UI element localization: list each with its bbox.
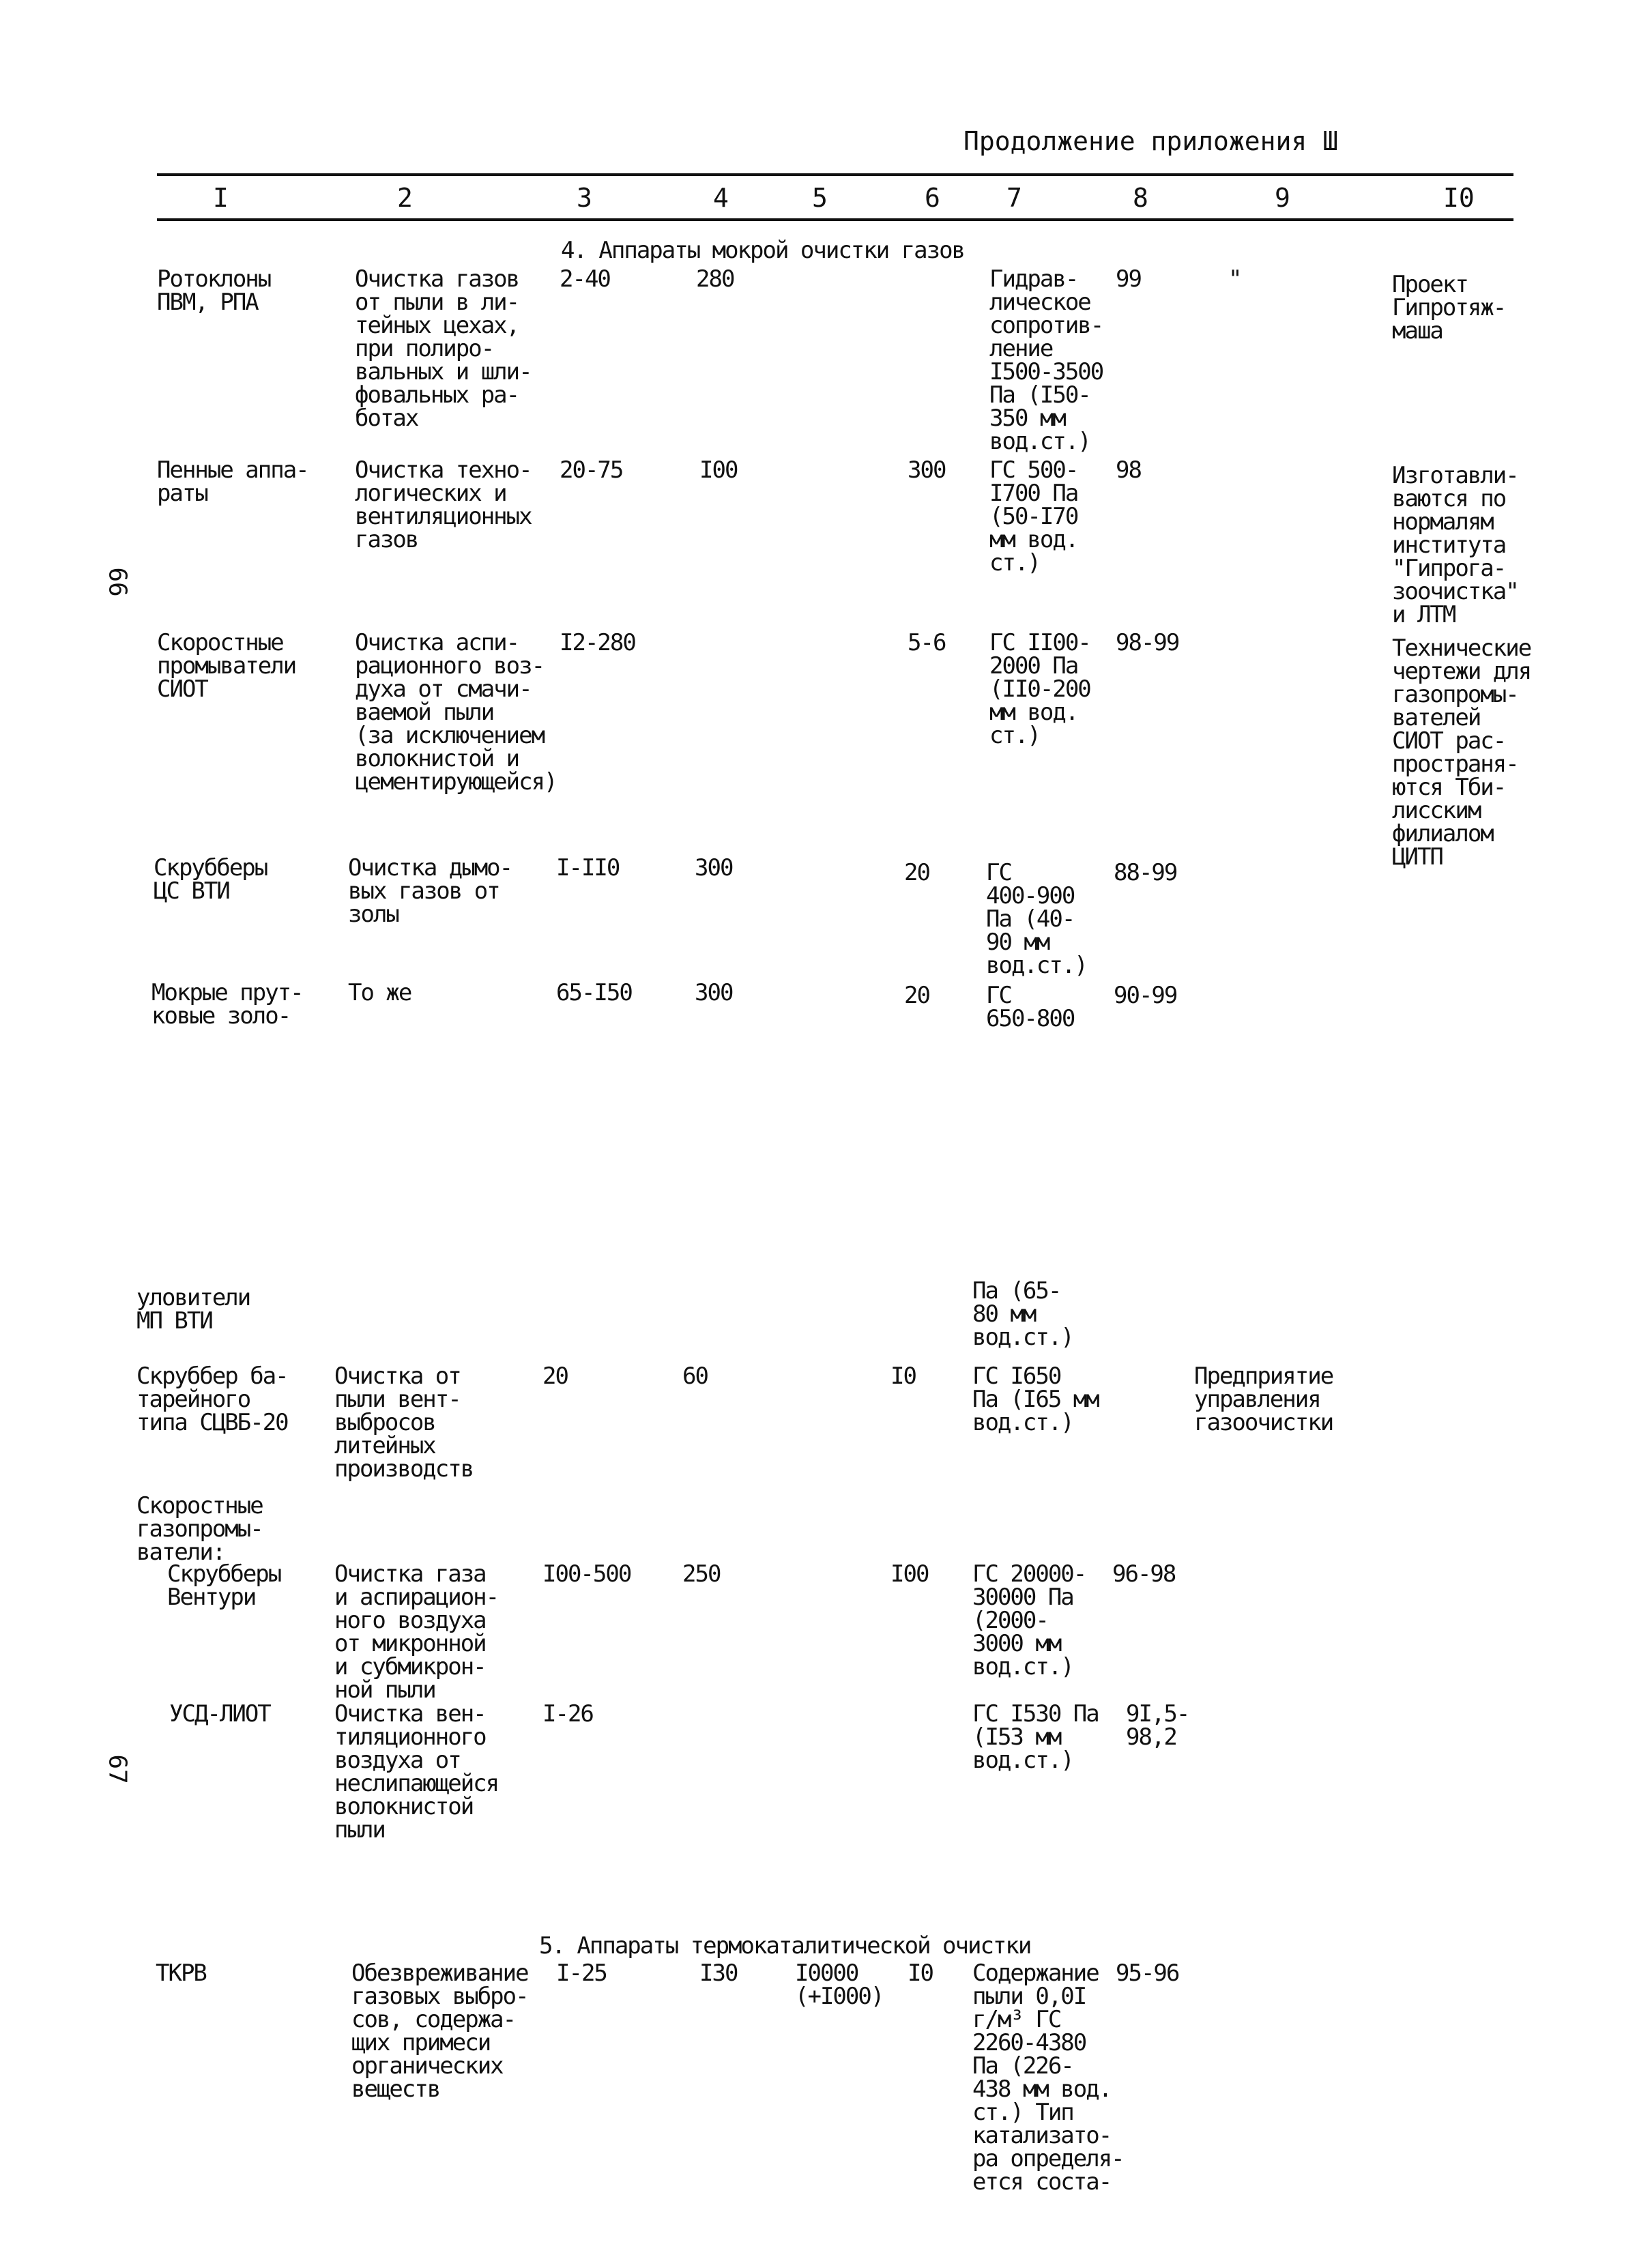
continuation-header: Продолжение приложения Ш <box>963 126 1339 156</box>
row-siot-name: Скоростные промыватели СИОТ <box>157 629 296 703</box>
row-siot-c10: Технические чертежи для газопромы- вателей СИОТ рас- пространя- ются Тби- лисским филиалом ЦИТП <box>1392 635 1531 871</box>
section-4-title: 4. Аппараты мокрой очистки газов <box>561 237 965 264</box>
row-mokrye-purpose: То же <box>348 979 411 1006</box>
col-header-6: 6 <box>925 183 940 213</box>
row-mokrye-c4: 300 <box>695 979 733 1006</box>
row-tkrv-c6: I0 <box>908 1960 933 1987</box>
col-header-8: 8 <box>1133 183 1148 213</box>
row-tkrv-purpose: Обезвреживание газовых выбро- сов, содержа- щих примеси органических веществ <box>351 1960 528 2103</box>
row-rotoklony-purpose: Очистка газов от пыли в ли- тейных цехах, при полиро- вальных и шли- фовальных ра- ботах <box>355 265 532 432</box>
row-siot-c6: 5-6 <box>908 629 946 656</box>
row-rotoklony-c8: 99 <box>1116 265 1141 293</box>
row-pennye-c3: 20-75 <box>560 456 623 484</box>
row-usd-name: УСД-ЛИОТ <box>169 1700 270 1728</box>
row-tkrv-c4: I30 <box>699 1960 738 1987</box>
row-scvb-name: Скруббер ба- тарейного типа СЦВБ-20 <box>136 1363 288 1436</box>
table-top-rule <box>157 173 1513 176</box>
row-rotoklony-c10: Проект Гипротяж- маша <box>1392 271 1506 345</box>
col-header-1: I <box>213 183 229 213</box>
row-pennye-c4: I00 <box>699 456 738 484</box>
row-venturi-purpose: Очистка газа и аспирацион- ного воздуха от микронной и субмикрон- ной пыли <box>334 1560 499 1704</box>
row-venturi-name: Скрубберы Вентури <box>167 1560 281 1611</box>
row-skrubbery-cs-c3: I-II0 <box>556 854 620 882</box>
row-pennye-c10: Изготавли- ваются по нормалям института "Гипрога- зоочистка" и ЛТМ <box>1392 462 1518 628</box>
col-header-4: 4 <box>713 183 729 213</box>
row-scvb-purpose: Очистка от пыли вент- выбросов литейных производств <box>334 1363 474 1483</box>
row-siot-c7: ГС II00- 2000 Па (II0-200 мм вод. ст.) <box>989 629 1090 749</box>
row-scvb-c9: Предприятие управления газоочистки <box>1194 1363 1333 1436</box>
row-siot-c8: 98-99 <box>1116 629 1179 656</box>
row-tkrv-c8: 95-96 <box>1116 1960 1179 1987</box>
col-header-3: 3 <box>577 183 592 213</box>
row-venturi-c4: 250 <box>682 1560 721 1588</box>
row-scvb-c6: I0 <box>890 1363 916 1390</box>
row-rotoklony-name: Ротоклоны ПВМ, РПА <box>157 265 271 316</box>
row-tkrv-c3: I-25 <box>556 1960 607 1987</box>
row-scvb-c7: ГС I650 Па (I65 мм вод.ст.) <box>972 1363 1099 1436</box>
row-mokrye-c8: 90-99 <box>1114 982 1177 1009</box>
row-scvb-c4: 60 <box>682 1363 708 1390</box>
row-tkrv-c5: I0000 (+I000) <box>795 1960 884 2010</box>
col-header-5: 5 <box>812 183 828 213</box>
row-venturi-c6: I00 <box>890 1560 929 1588</box>
row-scvb-c3: 20 <box>542 1363 568 1390</box>
row-skrubbery-cs-c7: ГС 400-900 Па (40- 90 мм вод.ст.) <box>986 859 1087 979</box>
row-gazopromyvateli-name: Скоростные газопромы- ватели: <box>136 1492 263 1566</box>
page-number-66: 66 <box>103 567 132 597</box>
row-rotoklony-c4: 280 <box>696 265 734 293</box>
row-skrubbery-cs-c4: 300 <box>695 854 733 882</box>
row-pennye-c8: 98 <box>1116 456 1141 484</box>
row-siot-c3: I2-280 <box>560 629 635 656</box>
row-usd-c7: ГС I530 Па (I53 мм вод.ст.) <box>972 1700 1099 1774</box>
row-skrubbery-cs-c6: 20 <box>904 859 929 886</box>
col-header-9: 9 <box>1275 183 1290 213</box>
row-rotoklony-c3: 2-40 <box>560 265 610 293</box>
row-usd-c8: 9I,5- 98,2 <box>1126 1700 1189 1751</box>
row-rotoklony-c7: Гидрав- лическое сопротив- ление I500-3500 Па (I50- 350 мм вод.ст.) <box>989 265 1103 455</box>
row-mokrye-cont-c7: Па (65- 80 мм вод.ст.) <box>972 1277 1073 1351</box>
row-siot-purpose: Очистка аспи- рационного воз- духа от смачи- ваемой пыли (за исключением волокнистой и цементирующейся) <box>355 629 557 796</box>
section-5-title: 5. Аппараты термокаталитической очистки <box>539 1932 1031 1960</box>
row-mokrye-c7: ГС 650-800 <box>986 982 1075 1032</box>
row-pennye-c6: 300 <box>908 456 946 484</box>
row-skrubbery-cs-c8: 88-99 <box>1114 859 1177 886</box>
row-venturi-c3: I00-500 <box>542 1560 631 1588</box>
row-skrubbery-cs-purpose: Очистка дымо- вых газов от золы <box>348 854 512 928</box>
row-tkrv-c7: Содержание пыли 0,0I г/м³ ГС 2260-4380 Па (226- 438 мм вод. ст.) Тип катализато- ра определя- ется соста- <box>972 1960 1124 2196</box>
col-header-7: 7 <box>1006 183 1022 213</box>
header-bottom-rule <box>157 218 1513 221</box>
row-venturi-c8: 96-98 <box>1112 1560 1176 1588</box>
row-tkrv-name: ТКРВ <box>156 1960 206 1987</box>
row-skrubbery-cs-name: Скрубберы ЦС ВТИ <box>154 854 267 905</box>
row-usd-purpose: Очистка вен- тиляционного воздуха от неслипающейся волокнистой пыли <box>334 1700 499 1844</box>
page-number-67: 67 <box>103 1754 132 1784</box>
row-mokrye-cont-name: уловители МП ВТИ <box>136 1284 250 1335</box>
row-pennye-purpose: Очистка техно- логических и вентиляционных газов <box>355 456 532 553</box>
row-usd-c3: I-26 <box>542 1700 593 1728</box>
row-venturi-c7: ГС 20000- 30000 Па (2000- 3000 мм вод.ст.) <box>972 1560 1086 1680</box>
row-rotoklony-c9: " <box>1228 265 1241 293</box>
row-mokrye-name: Мокрые прут- ковые золо- <box>151 979 303 1030</box>
row-pennye-c7: ГС 500- I700 Па (50-I70 мм вод. ст.) <box>989 456 1078 577</box>
row-mokrye-c6: 20 <box>904 982 929 1009</box>
row-pennye-name: Пенные аппа- раты <box>157 456 308 507</box>
row-mokrye-c3: 65-I50 <box>556 979 632 1006</box>
col-header-10: I0 <box>1443 183 1475 213</box>
col-header-2: 2 <box>397 183 413 213</box>
